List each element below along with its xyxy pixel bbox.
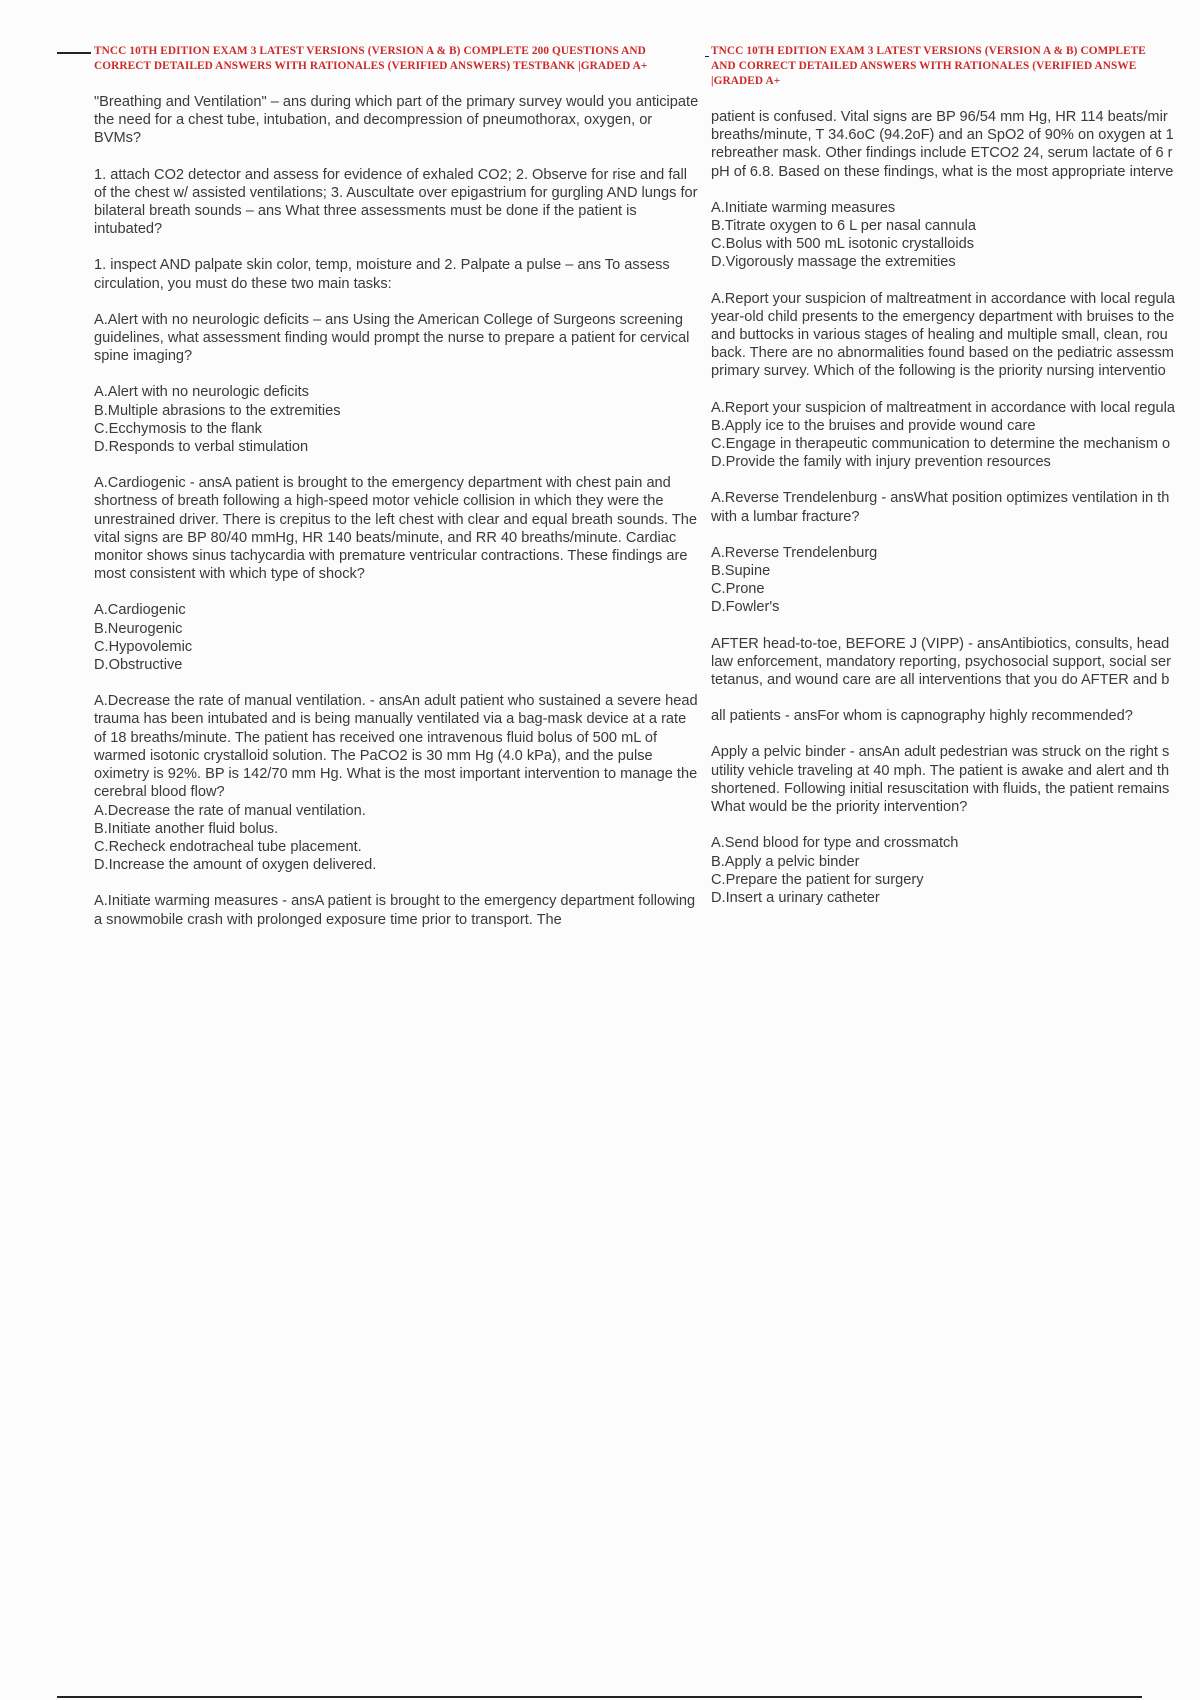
left-column-body xyxy=(94,93,702,929)
list-item: A.Reverse Trendelenburg xyxy=(711,544,878,561)
list-item: B.Multiple abrasions to the extremities xyxy=(94,402,341,419)
list-item: D.Provide the family with injury prevention resources xyxy=(711,454,1051,471)
list-item: A.Decrease the rate of manual ventilation. xyxy=(94,802,366,819)
question-cervical-spine: A.Alert with no neurologic deficits – ans Using the American College of Surgeons screening guidelines, what assessment finding would prompt the nurse to prepare a patient for cervical spine imaging? xyxy=(94,311,690,365)
text-line: What would be the priority intervention? xyxy=(711,799,968,816)
list-item: A.Report your suspicion of maltreatment in accordance with local regula xyxy=(711,399,1175,416)
text-line: pH of 6.8. Based on these findings, what is the most appropriate interve xyxy=(711,163,1174,180)
options-maltreatment xyxy=(711,399,1200,472)
question-intubation-assessments: 1. attach CO2 detector and assess for evidence of exhaled CO2; 2. Observe for rise and fall of the chest w/ assisted ventilations; 3. Auscultate over epigastrium for gurgling AND lungs for bilateral breath sounds – ans What three assessments must be done if the patient is intubated? xyxy=(94,166,698,238)
options-shock-type xyxy=(94,601,702,674)
list-item: D.Obstructive xyxy=(94,657,183,674)
left-column xyxy=(57,44,705,947)
list-item: B.Apply a pelvic binder xyxy=(711,853,860,870)
question-shock-type: A.Cardiogenic - ansA patient is brought to the emergency department with chest pain and shortness of breath following a high-speed motor vehicle collision in which they were the unrestrained driver. There is crepitus to the left chest with clear and equal breath sounds. The vital signs are BP 80/40 mmHg, HR 140 beats/minute, and RR 40 breaths/minute. Cardiac monitor shows sinus tachycardia with premature ventricular contractions. These findings are most consistent with which type of shock? xyxy=(94,475,698,583)
options-lumbar-position xyxy=(711,544,1200,617)
header-rule-left xyxy=(57,52,91,54)
options-cerebral-blood-flow xyxy=(94,802,702,875)
document-header-right-line-1: TNCC 10TH EDITION EXAM 3 LATEST VERSIONS (VERSION A & B) COMPLETE xyxy=(711,45,1146,57)
list-item: B.Supine xyxy=(711,563,771,580)
list-item: D.Fowler's xyxy=(711,599,780,616)
text-line: primary survey. Which of the following is the priority nursing interventio xyxy=(711,363,1166,380)
question-capnography: all patients - ansFor whom is capnography highly recommended? xyxy=(711,708,1133,725)
list-item: A.Cardiogenic xyxy=(94,602,186,619)
text-line: Apply a pelvic binder - ansAn adult pedestrian was struck on the right s xyxy=(711,744,1170,761)
list-item: D.Insert a urinary catheter xyxy=(711,889,880,906)
list-item: B.Initiate another fluid bolus. xyxy=(94,820,279,837)
header-row-left xyxy=(57,44,705,74)
list-item: D.Responds to verbal stimulation xyxy=(94,439,309,456)
text-line: shortened. Following initial resuscitation with fluids, the patient remains xyxy=(711,780,1170,797)
right-column-body xyxy=(711,108,1200,907)
text-line: AFTER head-to-toe, BEFORE J (VIPP) - ansAntibiotics, consults, head xyxy=(711,635,1170,652)
header-row-right xyxy=(705,44,1200,89)
header-tick-right xyxy=(705,56,709,57)
list-item: B.Neurogenic xyxy=(94,620,183,637)
text-line: back. There are no abnormalities found based on the pediatric assessm xyxy=(711,345,1174,362)
document-header-right-line-2: AND CORRECT DETAILED ANSWERS WITH RATIONALES (VERIFIED ANSWE xyxy=(711,60,1137,72)
document-header-right-line-3: |GRADED A+ xyxy=(711,75,781,87)
list-item: A.Alert with no neurologic deficits xyxy=(94,384,309,401)
options-snowmobile xyxy=(711,199,1200,272)
list-item: C.Prone xyxy=(711,581,765,598)
list-item: C.Hypovolemic xyxy=(94,638,193,655)
text-line: utility vehicle traveling at 40 mph. The patient is awake and alert and th xyxy=(711,762,1170,779)
question-maltreatment xyxy=(711,290,1200,381)
list-item: B.Titrate oxygen to 6 L per nasal cannula xyxy=(711,218,977,235)
list-item: C.Engage in therapeutic communication to determine the mechanism o xyxy=(711,436,1171,453)
text-line: rebreather mask. Other findings include ETCO2 24, serum lactate of 6 r xyxy=(711,145,1173,162)
list-item: C.Ecchymosis to the flank xyxy=(94,420,262,437)
question-pelvic-binder xyxy=(711,743,1200,816)
question-snowmobile-continued xyxy=(711,108,1200,181)
text-line: patient is confused. Vital signs are BP 96/54 mm Hg, HR 114 beats/mir xyxy=(711,109,1168,125)
list-item: A.Initiate warming measures xyxy=(711,199,896,216)
document-header-left: TNCC 10TH EDITION EXAM 3 LATEST VERSIONS (VERSION A & B) COMPLETE 200 QUESTIONS AND CORRECT DETAILED ANSWERS WITH RATIONALES (VERIFIED ANSWERS) TESTBANK |GRADED A+ xyxy=(94,45,648,72)
question-breathing-ventilation: "Breathing and Ventilation" – ans during which part of the primary survey would you anticipate the need for a chest tube, intubation, and decompression of pneumothorax, oxygen, or BVMs? xyxy=(94,94,699,147)
list-item: D.Increase the amount of oxygen delivered. xyxy=(94,857,377,874)
text-line: A.Reverse Trendelenburg - ansWhat position optimizes ventilation in th xyxy=(711,490,1170,507)
text-line: tetanus, and wound care are all interventions that you do AFTER and b xyxy=(711,672,1170,689)
options-pelvic-binder xyxy=(711,834,1200,907)
question-cerebral-blood-flow: A.Decrease the rate of manual ventilation. - ansAn adult patient who sustained a severe head trauma has been intubated and is being manually ventilated via a bag-mask device at a rate of 18 breaths/minute. The patient has received one intravenous fluid bolus of 500 mL of warmed isotonic crystalloid solution. The PaCO2 is 30 mm Hg (4.0 kPa), and the pulse oximetry is 92%. BP is 142/70 mm Hg. What is the most important intervention to manage the cerebral blood flow? xyxy=(94,693,698,801)
text-line: with a lumbar fracture? xyxy=(711,508,860,525)
options-cervical-spine xyxy=(94,383,702,456)
question-vipp xyxy=(711,635,1200,690)
list-item: C.Prepare the patient for surgery xyxy=(711,871,924,888)
text-line: law enforcement, mandatory reporting, psychosocial support, social ser xyxy=(711,653,1171,670)
footer-rule xyxy=(57,1696,1142,1698)
question-assess-circulation: 1. inspect AND palpate skin color, temp, moisture and 2. Palpate a pulse – ans To assess circulation, you must do these two main tasks: xyxy=(94,257,670,292)
text-line: A.Report your suspicion of maltreatment in accordance with local regula xyxy=(711,290,1175,307)
question-snowmobile-start: A.Initiate warming measures - ansA patient is brought to the emergency department following a snowmobile crash with prolonged exposure time prior to transport. The xyxy=(94,893,696,928)
text-line: and buttocks in various stages of healing and multiple small, clean, rou xyxy=(711,327,1168,344)
list-item: C.Bolus with 500 mL isotonic crystalloids xyxy=(711,236,975,253)
text-line: breaths/minute, T 34.6oC (94.2oF) and an SpO2 of 90% on oxygen at 1 xyxy=(711,127,1174,144)
text-line: year-old child presents to the emergency department with bruises to the xyxy=(711,308,1175,325)
list-item: B.Apply ice to the bruises and provide wound care xyxy=(711,417,1036,434)
list-item: D.Vigorously massage the extremities xyxy=(711,254,956,271)
right-column xyxy=(705,44,1200,925)
question-lumbar-position xyxy=(711,489,1200,525)
list-item: C.Recheck endotracheal tube placement. xyxy=(94,838,362,855)
list-item: A.Send blood for type and crossmatch xyxy=(711,835,959,852)
